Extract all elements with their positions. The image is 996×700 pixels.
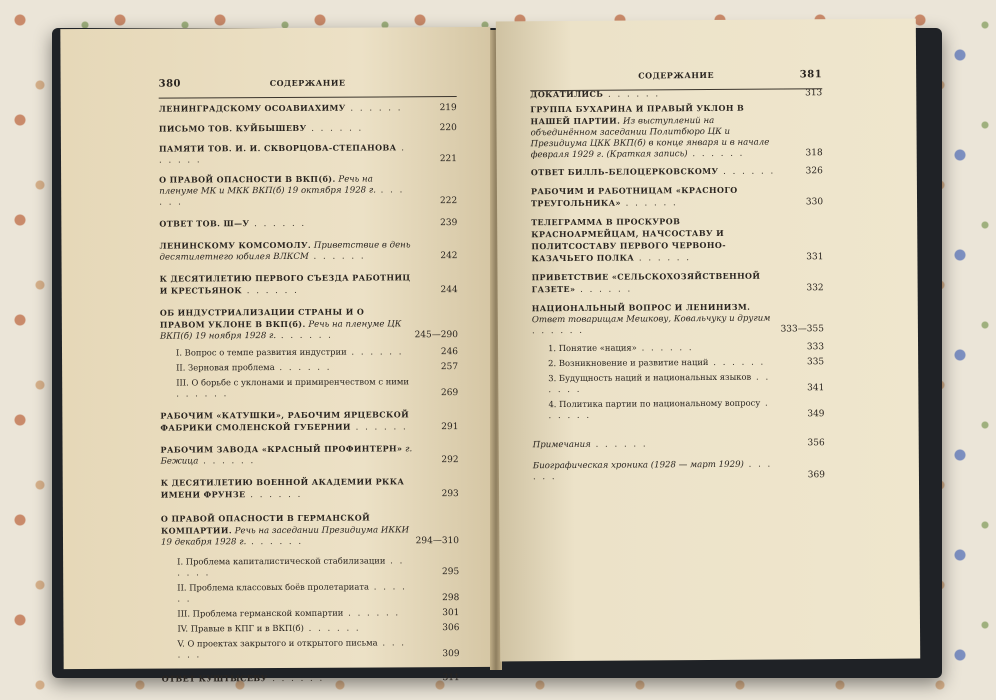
toc-entry-page-number: 313 [805, 88, 823, 99]
toc-entry [160, 376, 458, 401]
toc-entry-page-number: 246 [440, 347, 459, 358]
toc-entry-page-number: 356 [807, 438, 825, 449]
toc-entry-page-number: 333 [806, 342, 825, 353]
toc-entry-text [161, 555, 459, 580]
toc-entry [161, 622, 459, 636]
toc-entry-page-number: 245—290 [414, 330, 458, 341]
toc-entry [160, 409, 458, 435]
toc-entry [159, 239, 457, 264]
toc-entry-page-number: 333—355 [780, 324, 824, 335]
toc-entry-title: К ДЕСЯТИЛЕТИЮ ПЕРВОГО СЪЕЗДА РАБОТНИЦ И КРЕСТЬЯНОК [159, 272, 411, 296]
toc-entry [161, 443, 459, 468]
leader-dots: . . . . . . [177, 556, 405, 579]
toc-entry-text [159, 173, 457, 209]
toc-entry-title: V. О проектах закрытого и открытого письма [177, 637, 378, 649]
toc-entry-page-number: 335 [806, 357, 825, 368]
leader-dots: . . . . . . [246, 536, 304, 548]
toc-entry-page-number: 349 [807, 409, 825, 420]
right-page-number: 381 [799, 69, 823, 81]
toc-entry-page-number: 298 [442, 593, 460, 604]
toc-entry-title: 1. Понятие «нация» [548, 342, 637, 354]
leader-dots: . . . . . . [575, 284, 633, 295]
toc-entry-title: ЛЕНИНГРАДСКОМУ ОСОАВИАХИМУ [158, 102, 346, 114]
toc-entry-page-number: 341 [807, 383, 825, 394]
toc-entry-text [532, 341, 824, 355]
leader-dots: . . . . . . [346, 347, 404, 358]
leader-dots: . . . . . . [177, 638, 407, 661]
toc-entry-title: 2. Возникновение и развитие наций [548, 356, 709, 369]
toc-entry-page-number: 293 [441, 489, 459, 500]
toc-entry-title: ОТВЕТ ТОВ. Ш—У [159, 218, 250, 229]
toc-entry-page-number: 219 [439, 103, 457, 114]
toc-entry-title: ОБ ИНДУСТРИАЛИЗАЦИИ СТРАНЫ И О ПРАВОМ УКЛОНЕ В ВКП(б). [159, 306, 365, 330]
toc-entry-title: III. Проблема германской компартии [177, 607, 344, 619]
toc-entry [532, 356, 824, 370]
toc-entry-text [531, 184, 823, 210]
leader-dots: . . . . . . [345, 103, 403, 114]
toc-entry-text [160, 361, 458, 375]
toc-entry [159, 122, 457, 136]
toc-entry [159, 217, 457, 231]
leader-dots: . . . . . . [177, 582, 407, 605]
toc-entry-text [159, 217, 457, 231]
toc-entry [532, 397, 824, 422]
toc-entry-text [161, 476, 459, 502]
toc-entry-page-number: 239 [440, 218, 458, 229]
toc-entry-page-number: 222 [440, 196, 458, 207]
toc-entry [531, 184, 823, 210]
toc-entry [533, 459, 825, 483]
toc-entry-subtitle: Речь на пленуме МК и МКК ВКП(б) 19 октября 1928 г. [159, 174, 376, 197]
toc-entry-title: РАБОЧИМ «КАТУШКИ», РАБОЧИМ ЯРЦЕВСКОЙ ФАБРИКИ СМОЛЕНСКОЙ ГУБЕРНИИ [160, 409, 410, 433]
toc-entry-title: К ДЕСЯТИЛЕТИЮ ВОЕННОЙ АКАДЕМИИ РККА ИМЕНИ ФРУНЗЕ [160, 476, 405, 500]
toc-entry-page-number: 311 [442, 673, 460, 684]
leader-dots: . . . . . . [350, 422, 408, 433]
leader-dots: . . . . . . [636, 343, 694, 354]
toc-entry-subtitle: г. Бежица [160, 444, 413, 467]
toc-entry-text [532, 270, 824, 296]
toc-entry [159, 102, 457, 116]
toc-entry-title: ПРИВЕТСТВИЕ «СЕЛЬСКОХОЗЯЙСТВЕННОЙ ГАЗЕТЕ» [531, 270, 761, 295]
toc-entry [159, 173, 457, 209]
right-page [496, 19, 920, 662]
toc-entry-subtitle: Из выступлений на объединённом заседании Политбюро ЦК и Президиума ЦКК ВКП(б) в конце января и в начале февраля 1929 г. (Краткая запись) [530, 115, 770, 161]
toc-entry-title: Биографическая хроника (1928 — март 1929) [532, 459, 744, 472]
toc-entry-page-number: 332 [806, 283, 824, 294]
leader-dots: . . . . . . [306, 123, 364, 134]
toc-entry-title: ТЕЛЕГРАММА В ПРОСКУРОВ КРАСНОАРМЕЙЦАМ, НАЧСОСТАВУ И ПОЛИТСОСТАВУ ПЕРВОГО ЧЕРВОНО-КАЗАЧЬЕГО ПОЛКА [531, 216, 726, 264]
toc-entry-page-number: 330 [805, 197, 824, 208]
left-page-running-title: СОДЕРЖАНИЕ [269, 77, 346, 89]
toc-entry [532, 301, 824, 337]
toc-entry-title: Примечания [532, 439, 591, 451]
toc-entry-subtitle: Приветствие в день десятилетнего юбилея ВЛКСМ [159, 240, 411, 263]
toc-entry-text [159, 102, 457, 116]
leader-dots: . . . . . . [532, 459, 773, 483]
toc-entry-title: I. Проблема капиталистической стабилизации [177, 555, 386, 567]
toc-entry-title: 4. Политика партии по национальному вопросу [548, 397, 761, 410]
toc-entry [159, 142, 457, 167]
toc-entry-text [531, 165, 823, 179]
toc-entry-title: ОТВЕТ БИЛЛЬ-БЕЛОЦЕРКОВСКОМУ [530, 165, 719, 178]
toc-entry-page-number: 295 [441, 567, 460, 578]
toc-entry [161, 512, 459, 549]
leader-dots: . . . . . . [274, 362, 332, 374]
toc-entry-page-number: 220 [439, 123, 457, 134]
leader-dots: . . . . . . [634, 253, 691, 264]
toc-entry [532, 341, 824, 355]
toc-entry-title: II. Проблема классовых боёв пролетариата [177, 581, 370, 593]
toc-entry-title: 3. Будущность наций и национальных языков [548, 371, 752, 384]
left-page-number: 380 [158, 78, 182, 90]
leader-dots: . . . . . . [718, 166, 776, 177]
toc-entry-subtitle: Ответ товарищам Мешкову, Ковальчуку и другим [531, 313, 771, 326]
toc-entry-text [160, 272, 458, 298]
leader-dots: . . . . . . [531, 325, 585, 337]
toc-entry-page-number: 331 [806, 252, 824, 263]
toc-entry [162, 637, 460, 662]
toc-entry-text [162, 672, 460, 686]
toc-entry [161, 555, 459, 580]
leader-dots: . . . . . . [343, 608, 401, 619]
toc-entry-page-number: 292 [441, 455, 459, 466]
toc-entry [532, 371, 824, 396]
toc-entry-subtitle: Речь на пленуме ЦК ВКП(б) 19 ноября 1928 г. [159, 319, 402, 342]
toc-entry-text [162, 637, 460, 662]
toc-entry-subtitle: Речь на заседании Президиума ИККИ 19 декабря 1928 г. [160, 525, 410, 548]
toc-entry-title: IV. Правые в КПГ и в ВКП(б) [177, 622, 304, 634]
toc-entry-text [533, 438, 825, 451]
left-page [60, 27, 493, 685]
toc-entry [161, 476, 459, 502]
toc-entry-title: ПАМЯТИ ТОВ. И. И. СКВОРЦОВА-СТЕПАНОВА [158, 142, 397, 154]
right-page-running-title: СОДЕРЖАНИЕ [638, 69, 715, 81]
toc-entry-text [532, 397, 824, 422]
toc-entry-page-number: 291 [441, 422, 459, 433]
toc-entry-text [533, 459, 825, 483]
toc-entry [531, 215, 823, 265]
toc-entry-title: ГРУППА БУХАРИНА И ПРАВЫЙ УКЛОН В НАШЕЙ ПАРТИИ. [530, 102, 745, 127]
toc-entry-page-number: 318 [805, 148, 823, 159]
toc-entry-title: ПИСЬМО ТОВ. КУЙБЫШЕВУ [158, 122, 307, 134]
toc-entry-page-number: 309 [442, 649, 460, 660]
toc-entry [162, 672, 460, 686]
leader-dots: . . . . . . [548, 372, 771, 396]
left-toc [159, 102, 460, 686]
toc-entry-text [161, 443, 459, 468]
toc-entry-title: РАБОЧИМ И РАБОТНИЦАМ «КРАСНОГО ТРЕУГОЛЬНИКА» [530, 184, 738, 209]
toc-entry-title: О ПРАВОЙ ОПАСНОСТИ В ГЕРМАНСКОЙ КОМПАРТИИ. [160, 512, 371, 536]
leader-dots: . . . . . . [548, 398, 770, 422]
toc-entry-text [159, 142, 457, 167]
toc-entry [530, 87, 822, 101]
toc-entry [531, 165, 823, 179]
toc-entry-text [161, 581, 459, 606]
toc-entry-title: II. Зерновая проблема [176, 362, 275, 373]
leader-dots: . . . . . . [245, 489, 303, 501]
toc-entry-title: О ПРАВОЙ ОПАСНОСТИ В ВКП(б). [159, 173, 336, 185]
toc-entry-text [532, 356, 824, 370]
toc-entry-text [160, 306, 458, 343]
leader-dots: . . . . . . [687, 148, 745, 160]
toc-entry-text [160, 376, 458, 401]
toc-entry-text [159, 122, 457, 136]
toc-entry [160, 346, 458, 360]
toc-entry [533, 438, 825, 451]
leader-dots: . . . . . . [620, 198, 678, 209]
toc-entry-page-number: 257 [440, 362, 459, 373]
toc-entry [530, 102, 822, 161]
leader-dots: . . . . . . [303, 623, 361, 634]
leader-dots: . . . . . . [590, 439, 648, 450]
toc-entry-page-number: 221 [439, 154, 458, 165]
toc-entry-title: I. Вопрос о темпе развития индустрии [175, 346, 347, 358]
toc-entry-title: ДОКАТИЛИСЬ [530, 88, 604, 100]
toc-entry-title: ЛЕНИНСКОМУ КОМСОМОЛУ. [159, 239, 312, 251]
toc-entry-page-number: 301 [442, 608, 460, 619]
toc-entry-page-number: 242 [440, 251, 458, 262]
leader-dots: . . . . . . [176, 389, 229, 400]
left-page-header [159, 77, 457, 99]
toc-entry-page-number: 244 [440, 285, 458, 296]
toc-entry [161, 607, 459, 621]
toc-entry-title: III. О борьбе с уклонами и примиренчеством с ними [176, 376, 409, 388]
toc-entry-page-number: 269 [441, 388, 459, 399]
toc-entry [532, 270, 824, 296]
leader-dots: . . . . . . [276, 330, 333, 342]
toc-entry-text [531, 215, 823, 265]
leader-dots: . . . . . . [308, 251, 366, 262]
toc-entry-text [161, 607, 459, 621]
toc-entry-text [161, 512, 459, 549]
toc-entry-title: РАБОЧИМ ЗАВОДА «КРАСНЫЙ ПРОФИНТЕРН» [160, 443, 403, 455]
toc-entry [160, 306, 458, 343]
leader-dots: . . . . . . [198, 456, 256, 467]
toc-entry-page-number: 369 [807, 470, 825, 481]
toc-entry-text [161, 622, 459, 636]
leader-dots: . . . . . . [158, 143, 407, 166]
leader-dots: . . . . . . [242, 285, 299, 297]
toc-entry [160, 361, 458, 375]
leader-dots: . . . . . . [267, 673, 325, 685]
toc-entry [161, 581, 459, 606]
toc-entry-page-number: 306 [442, 623, 460, 634]
toc-entry-text [532, 371, 824, 396]
toc-entry-page-number: 294—310 [415, 536, 460, 547]
toc-entry-title: НАЦИОНАЛЬНЫЙ ВОПРОС И ЛЕНИНИЗМ. [531, 301, 751, 314]
toc-entry-text [160, 346, 458, 360]
toc-entry [160, 272, 458, 298]
leader-dots: . . . . . . [159, 185, 405, 208]
toc-entry-text [530, 87, 822, 101]
toc-entry-page-number: 326 [805, 166, 823, 177]
toc-entry-text [159, 239, 457, 264]
right-toc [530, 87, 825, 483]
toc-entry-title: ОТВЕТ КУШТЫСЕВУ [161, 673, 268, 684]
toc-entry-text [160, 409, 458, 435]
leader-dots: . . . . . . [249, 218, 307, 230]
leader-dots: . . . . . . [603, 89, 661, 100]
leader-dots: . . . . . . [708, 357, 766, 368]
toc-entry-text [530, 102, 822, 161]
